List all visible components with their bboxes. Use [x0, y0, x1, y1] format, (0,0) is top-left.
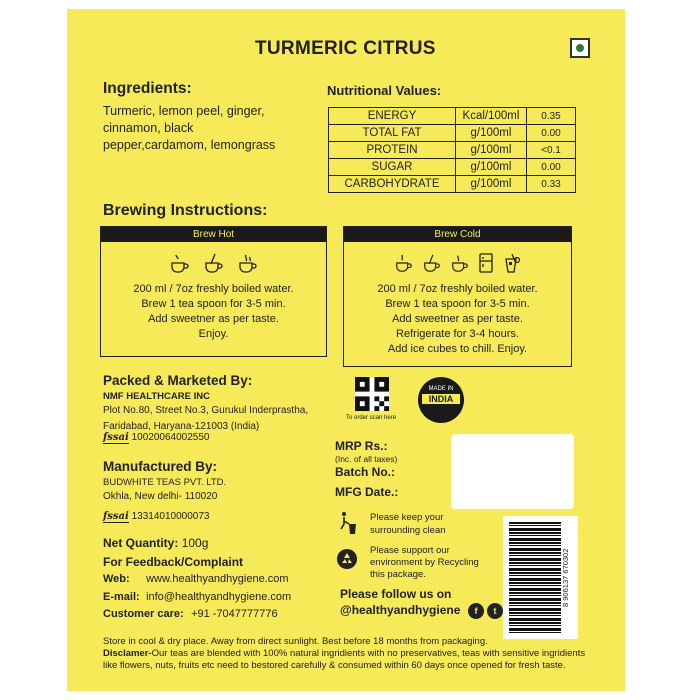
nutrient-unit: Kcal/100ml — [456, 108, 527, 125]
nutrient-unit: g/100ml — [456, 159, 527, 176]
recycle-note-line: Please support our — [370, 545, 450, 556]
barcode-number: 8 906137 670302 — [561, 548, 570, 607]
table-row — [329, 159, 576, 176]
instruction-line: Add sweetner as per taste. — [392, 313, 523, 325]
instruction-line: 200 ml / 7oz freshly boiled water. — [133, 283, 294, 295]
web-link[interactable]: www.healthyandhygiene.com — [146, 573, 289, 585]
barcode — [503, 516, 578, 639]
email-label: E-mail: — [103, 591, 140, 603]
net-quantity-label: Net Quantity: — [103, 536, 179, 550]
brew-cold-instructions — [344, 282, 571, 357]
mfg-label: MFG Date.: — [335, 485, 399, 499]
packed-address — [103, 403, 308, 435]
manufactured-address: Okhla, New delhi- 110020 — [103, 491, 218, 502]
dustbin-icon — [338, 511, 358, 535]
barcode-bars — [509, 522, 561, 633]
net-quantity — [103, 536, 208, 550]
packed-company: NMF HEALTHCARE INC — [103, 391, 210, 402]
nutrient-value: 0.33 — [527, 176, 576, 193]
brew-cold-icons — [344, 252, 571, 276]
made-in-country: INDIA — [422, 394, 460, 404]
fssai-logo: fssai — [103, 511, 129, 522]
brewing-heading: Brewing Instructions: — [103, 202, 268, 219]
care-number: +91 -7047777776 — [191, 608, 278, 620]
nutrient-value: 0.00 — [527, 159, 576, 176]
manufactured-heading: Manufactured By: — [103, 459, 218, 474]
recycle-icon — [336, 548, 358, 570]
cup-spoon-icon — [203, 252, 225, 274]
nutrient-value: <0.1 — [527, 142, 576, 159]
brew-hot-instructions — [101, 282, 326, 342]
web-line — [103, 573, 289, 585]
table-row — [329, 142, 576, 159]
manufactured-license — [103, 511, 210, 522]
clean-note-line: Please keep your — [370, 512, 444, 523]
brew-cold-box — [343, 226, 572, 367]
qr-caption: To order scan here — [346, 415, 397, 421]
storage-note: Store in cool & dry place. Away from direct sunlight. Best before 18 months from packaging. — [103, 636, 488, 647]
clean-note — [370, 511, 446, 537]
feedback-heading: For Feedback/Complaint — [103, 555, 244, 569]
brew-hot-icons — [101, 252, 326, 276]
instruction-line: Refrigerate for 3-4 hours. — [396, 328, 519, 340]
facebook-icon[interactable]: f — [468, 603, 484, 619]
care-label: Customer care: — [103, 608, 184, 620]
packed-license — [103, 432, 210, 443]
address-line: Faridabad, Haryana-121003 (India) — [103, 421, 260, 432]
disclaimer — [103, 648, 598, 672]
nutrient-name: ENERGY — [329, 108, 456, 125]
made-in-india-badge — [418, 377, 464, 423]
cup-icon — [394, 252, 414, 274]
recycle-note-line: this package. — [370, 569, 426, 580]
veg-mark-icon — [570, 38, 590, 58]
fssai-number: 10020064002550 — [131, 432, 210, 443]
brew-hot-label: Brew Hot — [101, 227, 326, 242]
recycle-note — [370, 545, 479, 581]
table-row — [329, 108, 576, 125]
instruction-line: 200 ml / 7oz freshly boiled water. — [377, 283, 538, 295]
nutrition-heading: Nutritional Values: — [327, 83, 442, 98]
ingredients-line: cinnamon, black — [103, 121, 194, 135]
email-line — [103, 591, 291, 603]
follow-heading: Please follow us on — [340, 587, 452, 601]
ingredients-heading: Ingredients: — [103, 80, 192, 97]
nutrient-value: 0.00 — [527, 125, 576, 142]
manufactured-company: BUDWHITE TEAS PVT. LTD. — [103, 477, 227, 488]
table-row — [329, 125, 576, 142]
cup-spoon-icon — [422, 252, 442, 274]
instruction-line: Add ice cubes to chill. Enjoy. — [387, 343, 528, 355]
instruction-line: Enjoy. — [198, 328, 229, 340]
recycle-note-line: environment by Recycling — [370, 557, 479, 568]
instruction-line: Add sweetner as per taste. — [148, 313, 279, 325]
ingredients-line: pepper,cardamom, lemongrass — [103, 138, 276, 152]
iced-drink-icon — [502, 252, 522, 274]
nutrient-name: CARBOHYDRATE — [329, 176, 456, 193]
nutrient-unit: g/100ml — [456, 125, 527, 142]
care-line — [103, 608, 278, 620]
email-link[interactable]: info@healthyandhygiene.com — [146, 591, 292, 603]
nutrient-unit: g/100ml — [456, 142, 527, 159]
brew-cold-label: Brew Cold — [344, 227, 571, 242]
nutrient-name: PROTEIN — [329, 142, 456, 159]
tea-ready-icon — [450, 252, 470, 274]
packed-heading: Packed & Marketed By: — [103, 373, 253, 388]
made-in-text: MADE IN — [428, 386, 454, 392]
nutrient-unit: g/100ml — [456, 176, 527, 193]
product-title: TURMERIC CITRUS — [255, 38, 436, 59]
fridge-icon — [478, 252, 494, 274]
disclaimer-label: Disclamer- — [103, 648, 152, 659]
instruction-line: Brew 1 tea spoon for 3-5 min. — [141, 298, 286, 310]
address-line: Plot No.80, Street No.3, Gurukul Inderprastha, — [103, 405, 309, 416]
clean-note-line: surrounding clean — [370, 525, 446, 536]
brew-hot-box — [100, 226, 327, 357]
net-quantity-value: 100g — [181, 536, 209, 550]
cup-icon — [169, 252, 191, 274]
follow-handle[interactable]: @healthyandhygiene — [340, 603, 461, 617]
ingredients-list — [103, 103, 275, 154]
ingredients-line: Turmeric, lemon peel, ginger, — [103, 104, 265, 118]
mrp-sub: (Inc. of all taxes) — [335, 454, 398, 464]
mrp-label: MRP Rs.: — [335, 439, 388, 453]
batch-label: Batch No.: — [335, 465, 395, 479]
qr-code-icon[interactable] — [355, 377, 389, 411]
nutrient-name: SUGAR — [329, 159, 456, 176]
tea-ready-icon — [237, 252, 259, 274]
nutrition-table — [328, 107, 576, 193]
fssai-logo: fssai — [103, 432, 129, 443]
instruction-line: Brew 1 tea spoon for 3-5 min. — [385, 298, 530, 310]
fssai-number: 13314010000073 — [131, 511, 210, 522]
nutrient-name: TOTAL FAT — [329, 125, 456, 142]
twitter-icon[interactable]: t — [487, 603, 503, 619]
disclaimer-text: Our teas are blended with 100% natural ingridients with no preservatives, teas with sensitive ingridients like flowers, nuts, fruits etc need to bestored carefully & consumed within 60 days once opened for fresh taste. — [103, 648, 586, 671]
price-sticker-area — [451, 434, 574, 509]
nutrient-value: 0.35 — [527, 108, 576, 125]
web-label: Web: — [103, 573, 130, 585]
table-row — [329, 176, 576, 193]
